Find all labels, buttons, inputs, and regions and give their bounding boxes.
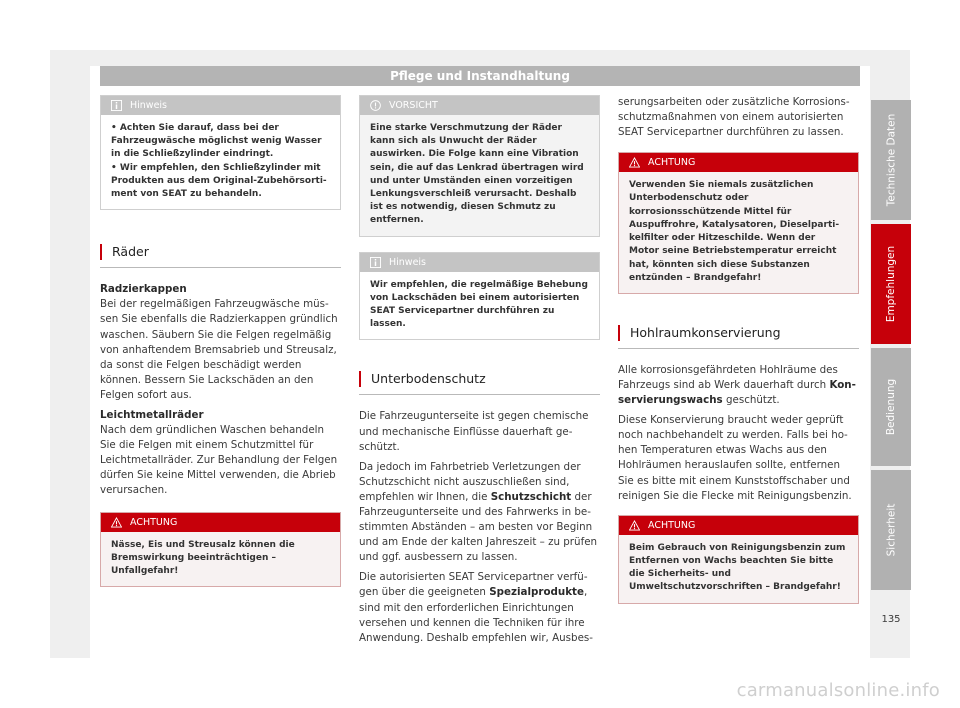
page-number: 135 bbox=[881, 614, 901, 625]
achtung-box-1 bbox=[100, 512, 341, 588]
hinweis-box-1 bbox=[100, 95, 341, 210]
hinweis-box-header bbox=[360, 253, 599, 272]
warning-triangle-icon bbox=[629, 157, 640, 168]
caution-circle-icon bbox=[370, 100, 381, 111]
paragraph-radzierkappen: Bei der regelmäßigen Fahrzeugwäsche müssen Sie ebenfalls die Radzierkappen gründlich waschen. Säubern Sie die Felgen regelmäßig von anhaftendem Bremsabrieb und Streusalz, da sonst die Felgen beschädigt werden können. Bessern Sie Lackschäden an den Felgen sofort aus. bbox=[100, 298, 338, 401]
hinweis-box-header bbox=[101, 96, 340, 115]
subheading-radzierkappen: Radzierkappen bbox=[100, 283, 187, 296]
achtung-label: ACHTUNG bbox=[130, 516, 178, 528]
chapter-header bbox=[100, 66, 860, 86]
hinweis-label: Hinweis bbox=[389, 256, 427, 268]
hinweis-box-body bbox=[101, 115, 340, 209]
vorsicht-label: VORSICHT bbox=[389, 100, 438, 111]
vorsicht-box-body: Eine starke Verschmutzung der Räder kann sich als Unwucht der Räder auswirken. Die Folge kann eine Vibration sein, die auf das Lenkrad übertragen wird und unter Umständen einen vorzeitigen Lenkungsverschleiß verursacht. Deshalb ist es notwendig, diesen Schmutz zu entfernen. bbox=[370, 123, 584, 226]
hinweis-box-body: Wir empfehlen, die regelmäßige Behebung von Lackschäden bei einem autorisierten SEAT Servicepartner durchführen zu lassen. bbox=[370, 279, 588, 330]
achtung-label: ACHTUNG bbox=[648, 157, 696, 169]
achtung-label: ACHTUNG bbox=[648, 519, 696, 531]
achtung-box-body: Verwenden Sie niemals zusätzlichen Unterbodenschutz oder korrosionsschützende Mittel für Auspuffrohre, Katalysatoren, Dieselpartikelfilter oder Hitzeschilde. Wenn der Motor seine Betriebstemperatur erreicht hat, könnten sich diese Substanzen entzünden – Brandgefahr! bbox=[629, 180, 840, 283]
column-3 bbox=[618, 95, 859, 604]
paragraph-2: Da jedoch im Fahrbetrieb Verletzungen der Schutzschicht nicht auszuschließen sind, empfehlen wir Ihnen, die Schutzschicht der Fahrzeugunterseite und des Fahrwerks in bestimmten Abständen – am besten vor Beginn und am Ende der kalten Jahreszeit – zu prüfen und ggf. ausbessern zu lassen. bbox=[359, 460, 598, 564]
watermark: carmanualsonline.info bbox=[736, 680, 940, 701]
unterbodenschutz-body bbox=[359, 409, 600, 645]
subheading-leichtmetallraeder: Leichtmetallräder bbox=[100, 408, 204, 421]
hinweis-box-2 bbox=[359, 252, 600, 341]
achtung-box-header bbox=[619, 153, 858, 172]
hinweis-bullet-2: • Wir empfehlen, den Schließzylinder mit Produkten aus dem Original-Zubehörsortiment von SEAT zu behandeln. bbox=[111, 162, 327, 200]
info-icon bbox=[370, 257, 381, 268]
achtung-box-header bbox=[619, 516, 858, 535]
hinweis-label: Hinweis bbox=[130, 100, 168, 111]
column-1 bbox=[100, 95, 341, 587]
vorsicht-box-header bbox=[360, 96, 599, 115]
achtung-box-body: Beim Gebrauch von Reinigungsbenzin zum Entfernen von Wachs beachten Sie bitte die Sicherheits- und Umweltschutzvorschriften – Brandgefahr! bbox=[629, 542, 846, 593]
hinweis-bullet-1: • Achten Sie darauf, dass bei der Fahrzeugwäsche möglichst wenig Wasser in die Schließzylinder eindringt. bbox=[111, 123, 322, 160]
achtung-box-2 bbox=[618, 152, 859, 294]
warning-triangle-icon bbox=[111, 517, 122, 528]
hohlraum-body bbox=[618, 363, 859, 504]
paragraph-1: Die Fahrzeugunterseite ist gegen chemische und mechanische Einflüsse dauerhaft geschützt. bbox=[359, 410, 589, 453]
tab-sicherheit[interactable]: Sicherheit bbox=[871, 470, 911, 590]
paragraph-3: Die autorisierten SEAT Servicepartner verfügen über die geeigneten Spezialprodukte, sind mit den erforderlichen Einrichtungen versehen und kennen die Techniken für ihre Anwendung. Deshalb empfehlen wir, Ausbes- bbox=[359, 571, 593, 644]
section-title-unterbodenschutz: Unterbodenschutz bbox=[359, 370, 600, 395]
info-icon bbox=[111, 100, 122, 111]
warning-triangle-icon bbox=[629, 520, 640, 531]
continued-paragraph: serungsarbeiten oder zusätzliche Korrosionsschutzmaßnahmen von einem autorisierten SEAT Servicepartner durchführen zu lassen. bbox=[618, 96, 850, 139]
section-title-hohlraumkonservierung: Hohlraumkonservierung bbox=[618, 324, 859, 349]
raeder-body bbox=[100, 282, 341, 498]
paragraph-2: Diese Konservierung braucht weder geprüft noch nachbehandelt zu werden. Falls bei hohen Temperaturen etwas Wachs aus den Hohlräumen herauslaufen sollte, entfernen Sie es bitte mit einem Kunststoffschaber und reinigen Sie die Flecke mit Reinigungsbenzin. bbox=[618, 414, 852, 502]
achtung-box-3 bbox=[618, 515, 859, 604]
tab-bedienung[interactable]: Bedienung bbox=[871, 348, 911, 466]
achtung-box-body: Nässe, Eis und Streusalz können die Bremswirkung beeinträchtigen – Unfallgefahr! bbox=[111, 539, 295, 576]
vorsicht-box bbox=[359, 95, 600, 237]
paragraph-leichtmetallraeder: Nach dem gründlichen Waschen behandeln Sie die Felgen mit einem Schutzmittel für Leichtmetallräder. Zur Behandlung der Felgen dürfen Sie keine Mittel verwenden, die Abrieb verursachen. bbox=[100, 424, 338, 497]
achtung-box-header bbox=[101, 513, 340, 532]
column-2 bbox=[359, 95, 600, 651]
tab-empfehlungen[interactable]: Empfehlungen bbox=[871, 224, 911, 344]
chapter-title: Pflege und Instandhaltung bbox=[390, 69, 570, 83]
tab-technische-daten[interactable]: Technische Daten bbox=[871, 100, 911, 220]
section-title-raeder: Räder bbox=[100, 243, 341, 268]
paragraph-1: Alle korrosionsgefährdeten Hohlräume des Fahrzeugs sind ab Werk dauerhaft durch Konservierungswachs geschützt. bbox=[618, 363, 856, 407]
